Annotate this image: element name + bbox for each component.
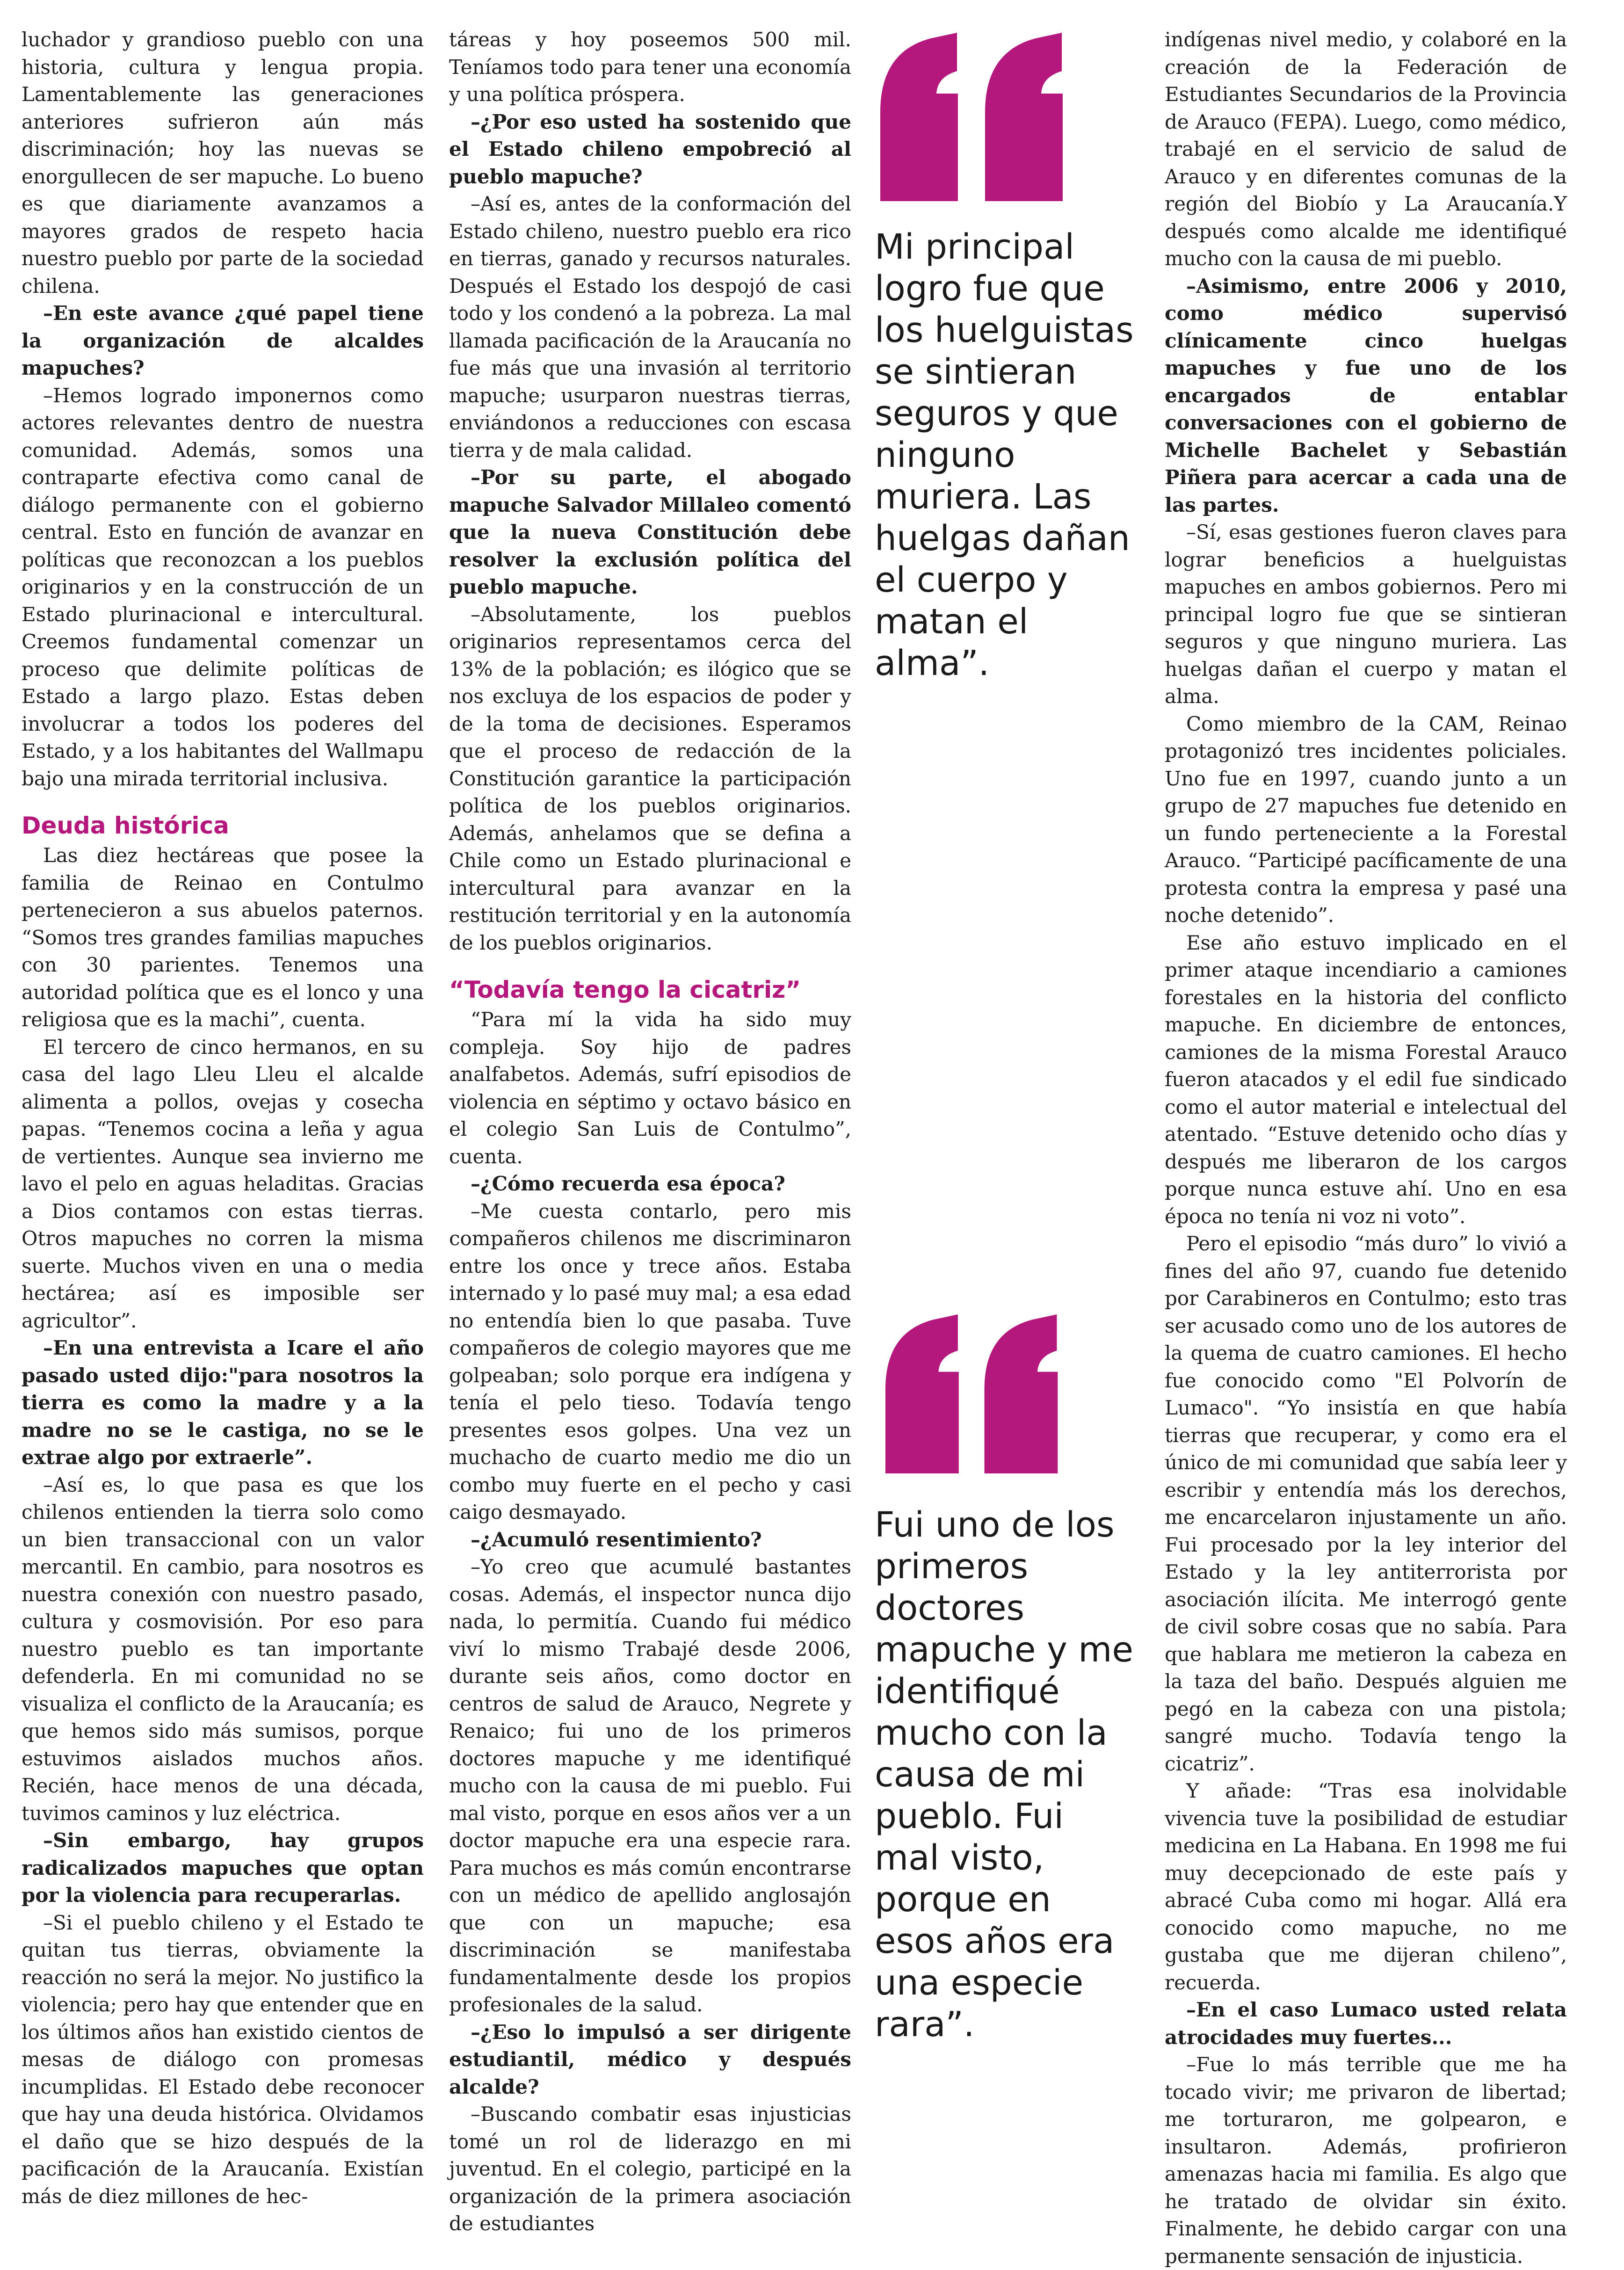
article-column-3 <box>1165 26 1567 2270</box>
paragraph: –Hemos logrado imponernos como actores relevantes dentro de nuestra comunidad. Además, somos una contraparte efectiva como canal de diálogo permanente con el gobierno central. Esto en función de avanzar en políticas que reconozcan a los pueblos originarios y en la construcción de un Estado plurinacional e intercultural. Creemos fundamental comenzar un proceso que delimite políticas de Estado a largo plazo. Estas deben involucrar a todos los poderes del Estado, y a los habitantes del Wallmapu bajo una mirada territorial inclusiva. <box>22 384 424 790</box>
paragraph: –Fue lo más terrible que me ha tocado vivir; me privaron de libertad; me torturaron, me golpearon, e insultaron. Además, profirieron amenazas hacia mi familia. Es algo que he tratado de olvidar sin éxito. Finalmente, he debido cargar con una permanente sensación de injusticia. <box>1165 2053 1567 2268</box>
pull-quote-1 <box>875 33 1137 684</box>
quote-mark-icon <box>875 1314 1071 1473</box>
interview-question: –Sin embargo, hay grupos radicalizados mapuches que optan por la violencia para recuperarlas. <box>22 1829 424 1907</box>
paragraph: Las diez hectáreas que posee la familia de Reinao en Contulmo pertenecieron a sus abuelos paternos. “Somos tres grandes familias mapuches con 30 parientes. Tenemos una autoridad política que es el lonco y una religiosa que es la machi”, cuenta. <box>22 844 424 1031</box>
interview-question: –Por su parte, el abogado mapuche Salvador Millaleo comentó que la nueva Constitución debe resolver la exclusión política del pueblo mapuche. <box>449 466 851 598</box>
paragraph: Como miembro de la CAM, Reinao protagonizó tres incidentes policiales. Uno fue en 1997, cuando junto a un grupo de 27 mapuches fue detenido en un fundo perteneciente a la Forestal Arauco. “Participé pacíficamente de una protesta contra la empresa y pasé una noche detenido”. <box>1165 712 1567 927</box>
paragraph: –Buscando combatir esas injusticias tomé un rol de liderazgo en mi juventud. En el colegio, participé en la organización de la primera asociación de estudiantes <box>449 2103 851 2235</box>
pull-quote-text: Fui uno de los primeros doctores mapuche y me identifiqué mucho con la causa de mi pueblo. Fui mal visto, porque en esos años era una especie rara”. <box>875 1505 1133 2045</box>
paragraph: Ese año estuvo implicado en el primer ataque incendiario a camiones forestales en la historia del conflicto mapuche. En diciembre de entonces, camiones de la misma Forestal Arauco fueron atacados y el edil fue sindicado como el autor material e intelectual del atentado. “Estuve detenido ocho días y después me liberaron de los cargos porque nunca estuve ahí. Uno en esa época no tenía ni voz ni voto”. <box>1165 931 1567 1228</box>
pull-quote-2 <box>875 1314 1137 2045</box>
paragraph: luchador y grandioso pueblo con una historia, cultura y lengua propia. Lamentablemente las generaciones anteriores sufrieron aún más discriminación; hoy las nuevas se enorgullecen de ser mapuche. Lo bueno es que diariamente avanzamos a mayores grados de respeto hacia nuestro pueblo por parte de la sociedad chilena. <box>22 28 424 297</box>
pull-quote-text: Mi principal logro fue que los huelguistas se sintieran seguros y que ninguno muriera. Las huelgas dañan el cuerpo y matan el alma”. <box>875 227 1134 683</box>
interview-question: –En el caso Lumaco usted relata atrocidades muy fuertes... <box>1165 1998 1567 2049</box>
paragraph: –Así es, antes de la conformación del Estado chileno, nuestro pueblo era rico en tierras, ganado y recursos naturales. Después el Estado los despojó de casi todo y los condenó a la pobreza. La mal llamada pacificación de la Araucanía no fue más que una invasión al territorio mapuche; usurparon nuestras tierras, enviándonos a reducciones con escasa tierra y de mala calidad. <box>449 192 851 462</box>
paragraph: indígenas nivel medio, y colaboré en la creación de la Federación de Estudiantes Secundarios de la Provincia de Arauco (FEPA). Luego, como médico, trabajé en el servicio de salud de Arauco y en diferentes comunas de la región del Biobío y La Araucanía.Y después como alcalde me identifiqué mucho con la causa de mi pueblo. <box>1165 28 1567 270</box>
paragraph: El tercero de cinco hermanos, en su casa del lago Lleu Lleu el alcalde alimenta a pollos, ovejas y cosecha papas. “Tenemos cocina a leña y agua de vertientes. Aunque sea invierno me lavo el pelo en aguas heladitas. Gracias a Dios contamos con estas tierras. Otros mapuches no corren la misma suerte. Muchos viven en una o media hectárea; así es imposible ser agricultor”. <box>22 1035 424 1332</box>
paragraph: “Para mí la vida ha sido muy compleja. Soy hijo de padres analfabetos. Además, sufrí episodios de violencia en séptimo y octavo básico en el colegio San Luis de Contulmo”, cuenta. <box>449 1008 851 1168</box>
paragraph: –Así es, lo que pasa es que los chilenos entienden la tierra solo como un bien transaccional con un valor mercantil. En cambio, para nosotros es nuestra conexión con nuestro pasado, cultura y cosmovisión. Por eso para nuestro pueblo es tan importante defenderla. En mi comunidad no se visualiza el conflicto de la Araucanía; es que hemos sido más sumisos, porque estuvimos aislados muchos años. Recién, hace menos de una década, tuvimos caminos y luz eléctrica. <box>22 1473 424 1825</box>
paragraph: –Absolutamente, los pueblos originarios representamos cerca del 13% de la población; es ilógico que se nos excluya de los espacios de poder y de la toma de decisiones. Esperamos que el proceso de redacción de la Constitución garantice la participación política de los pueblos originarios. Además, anhelamos que se defina a Chile como un Estado plurinacional e intercultural para avanzar en la restitución territorial y en la autonomía de los pueblos originarios. <box>449 602 851 954</box>
interview-question: –¿Por eso usted ha sostenido que el Estado chileno empobreció al pueblo mapuche? <box>449 110 851 188</box>
article-column-2 <box>449 26 851 2238</box>
interview-question: –En este avance ¿qué papel tiene la organización de alcaldes mapuches? <box>22 302 424 379</box>
paragraph: táreas y hoy poseemos 500 mil. Teníamos todo para tener una economía y una política próspera. <box>449 28 851 106</box>
paragraph: –Me cuesta contarlo, pero mis compañeros chilenos me discriminaron entre los once y trece años. Estaba internado y lo pasé muy mal; a esa edad no entendía bien lo que pasaba. Tuve compañeros de colegio mayores que me golpeaban; solo porque era indígena y tenía el pelo tieso. Todavía tengo presentes esos golpes. Una vez un muchacho de cuarto medio me dio un combo muy fuerte en el pecho y casi caigo desmayado. <box>449 1199 851 1523</box>
paragraph: Y añade: “Tras esa inolvidable vivencia tuve la posibilidad de estudiar medicina en La Habana. En 1998 me fui muy decepcionado de este país y abracé Cuba como mi hogar. Allá era conocido como mapuche, no me gustaba que me dijeran chileno”, recuerda. <box>1165 1779 1567 1994</box>
paragraph: –Yo creo que acumulé bastantes cosas. Además, el inspector nunca dijo nada, lo permitía. Cuando fui médico viví lo mismo Trabajé desde 2006, durante seis años, como doctor en centros de salud de Arauco, Negrete y Renaico; fui uno de los primeros doctores mapuche y me identifiqué mucho con la causa de mi pueblo. Fui mal visto, porque en esos años ver a un doctor mapuche era una especie rara. Para muchos es más común encontrarse con un médico de apellido anglosajón que con un mapuche; esa discriminación se manifestaba fundamentalmente desde los propios profesionales de la salud. <box>449 1555 851 2016</box>
article-column-1 <box>22 26 424 2210</box>
interview-question: –¿Acumuló resentimiento? <box>471 1528 762 1551</box>
interview-question: –Asimismo, entre 2006 y 2010, como médico supervisó clínicamente cinco huelgas mapuches y fue uno de los encargados de entablar conversaciones con el gobierno de Michelle Bachelet y Sebastián Piñera para acercar a cada una de las partes. <box>1165 274 1567 516</box>
interview-question: –¿Eso lo impulsó a ser dirigente estudiantil, médico y después alcalde? <box>449 2020 851 2098</box>
interview-question: –En una entrevista a Icare el año pasado usted dijo:"para nosotros la tierra es como la madre y a la madre no se le castiga, no se le extrae algo por extraerle”. <box>22 1336 424 1469</box>
interview-question: –¿Cómo recuerda esa época? <box>471 1172 785 1195</box>
paragraph: Pero el episodio “más duro” lo vivió a fines del año 97, cuando fue detenido por Carabineros en Contulmo; esto tras ser acusado como uno de los autores de la quema de cuatro camiones. El hecho fue conocido como "El Polvorín de Lumaco". “Yo insistía en que había tierras que recuperar, y como era el único de mi comunidad que sabía leer y escribir y entendía más los derechos, me encarcelaron injustamente un año. Fui procesado por la ley interior del Estado y la ley antiterrorista por asociación ilícita. Me interrogó gente de civil sobre cosas que no sabía. Para que hablara me metieron la cabeza en la taza del baño. Después alguien me pegó en la cabeza con una pistola; sangré mucho. Todavía tengo la cicatriz”. <box>1165 1232 1567 1775</box>
section-heading: “Todavía tengo la cicatriz” <box>449 976 801 1003</box>
paragraph: –Sí, esas gestiones fueron claves para lograr beneficios a huelguistas mapuches en ambos gobiernos. Pero mi principal logro fue que se sintieran seguros y que ninguno muriera. Las huelgas dañan el cuerpo y matan el alma. <box>1165 521 1567 708</box>
paragraph: –Si el pueblo chileno y el Estado te quitan tus tierras, obviamente la reacción no será la mejor. No justifico la violencia; pero hay que entender que en los últimos años han existido cientos de mesas de diálogo con promesas incumplidas. El Estado debe reconocer que hay una deuda histórica. Olvidamos el daño que se hizo después de la pacificación de la Araucanía. Existían más de diez millones de hec- <box>22 1911 424 2208</box>
section-heading: Deuda histórica <box>22 812 229 839</box>
quote-mark-icon <box>875 33 1071 201</box>
